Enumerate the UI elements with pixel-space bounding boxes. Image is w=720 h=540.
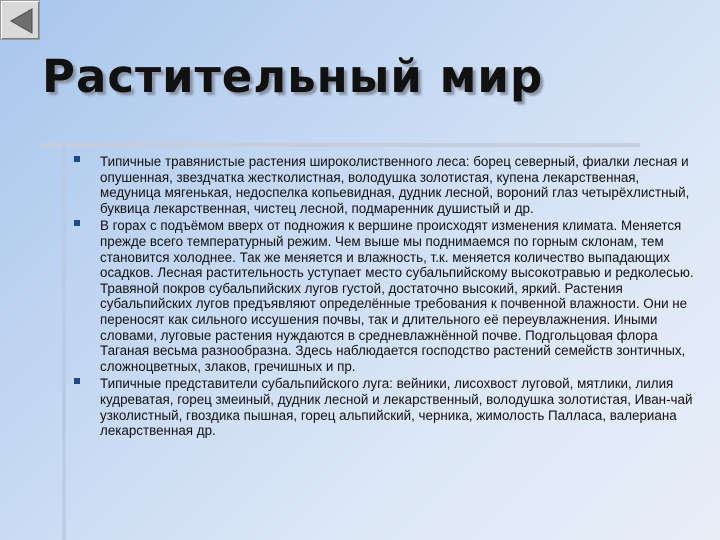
bullet-list <box>72 154 696 441</box>
list-item <box>72 376 696 438</box>
bullet-text: Типичные травянистые растения широколиственного леса: борец северный, фиалки лесная и опушенная, звездчатка жестколистная, володушка золотистая, купена лекарственная, медуница мягенькая, недоспелка копьевидная, дудник лесной, вороний глаз четырёхлистный, буквица лекарственная, чистец лесной, подмаренник душистый и др. <box>100 154 690 216</box>
title-divider <box>40 143 640 147</box>
square-bullet-icon <box>74 220 80 226</box>
slide-title: Растительный мир <box>42 50 544 103</box>
square-bullet-icon <box>74 156 80 162</box>
decorative-vertical-bar <box>62 143 66 540</box>
bullet-text: Типичные представители субальпийского луга: вейники, лисохвост луговой, мятлики, лилия кудреватая, горец змеиный, дудник лесной и лекарственный, володушка золотистая, Иван-чай узколистный, гвоздика пышная, горец альпийский, черника, жимолость Палласа, валериана лекарственная др. <box>100 376 693 439</box>
triangle-left-icon <box>8 7 34 35</box>
back-button[interactable] <box>0 0 40 40</box>
list-item <box>72 154 696 216</box>
list-item <box>72 218 696 374</box>
square-bullet-icon <box>74 378 80 384</box>
bullet-text: В горах с подъёмом вверх от подножия к вершине происходят изменения климата. Меняется прежде всего температурный режим. Чем выше мы поднимаемся по горным склонам, тем становится холоднее. Так же меняется и влажность, т.к. меняется количество выпадающих осадков. Лесная растительность уступает место субальпийскому высокотравью и редколесью. Травяной покров субальпийских лугов густой, достаточно высокий, яркий. Растения субальпийских лугов предъявляют определённые требования к почвенной влажности. Они не переносят как сильного иссушения почвы, так и длительного её переувлажнения. Иными словами, луговые растения нуждаются в средневлажнённой почве. Подгольцовая флора Таганая весьма разнообразна. Здесь наблюдается господство растений семейств зонтичных, сложноцветных, злаков, гречишных и пр. <box>100 218 694 374</box>
